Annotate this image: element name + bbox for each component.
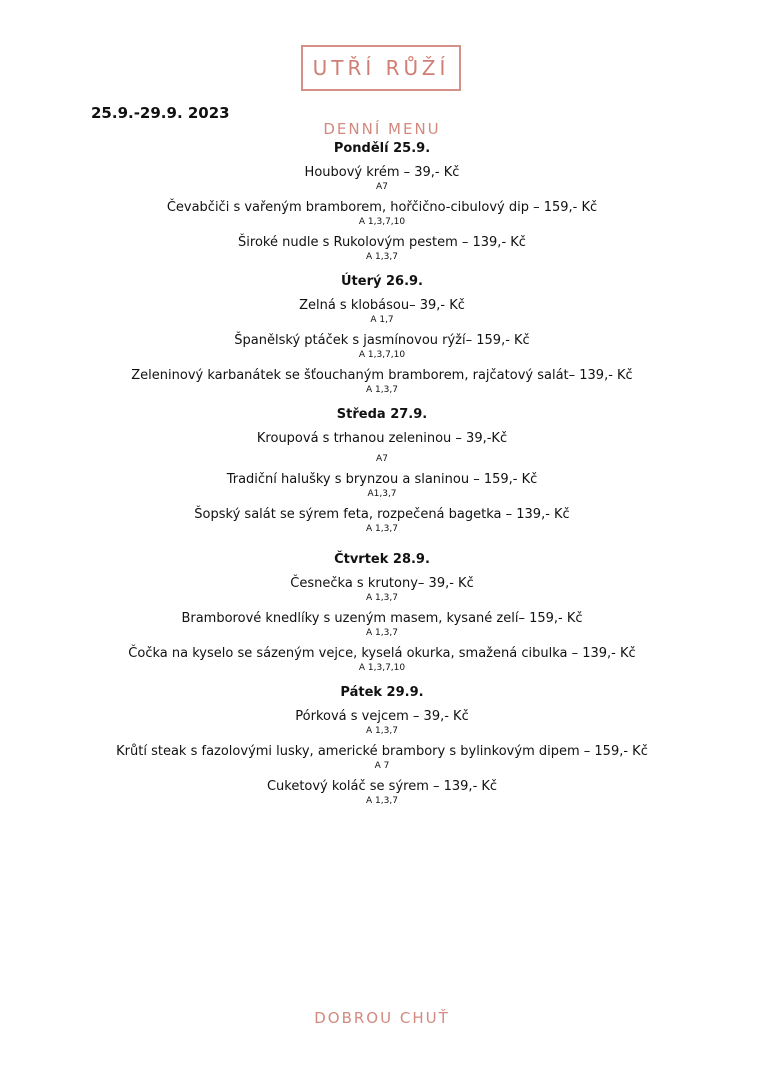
allergen-info: A7	[376, 182, 388, 192]
date-range: 25.9.-29.9. 2023	[91, 104, 230, 122]
day-title: Pátek 29.9.	[340, 685, 424, 700]
day-section-monday	[0, 141, 764, 270]
allergen-info: A 1,7	[370, 315, 394, 325]
dish: Šopský salát se sýrem feta, rozpečená bagetka – 139,- Kč	[194, 507, 570, 522]
day-title: Úterý 26.9.	[340, 274, 423, 289]
day-section-tuesday	[0, 274, 764, 403]
day-section-wednesday	[0, 407, 764, 542]
dish: Zeleninový karbanátek se šťouchaným bramborem, rajčatový salát– 139,- Kč	[131, 368, 633, 383]
dish: Zelná s klobásou– 39,- Kč	[299, 298, 465, 313]
day-section-friday	[0, 685, 764, 814]
day-section-thursday	[0, 552, 764, 681]
dish: Houbový krém – 39,- Kč	[304, 165, 460, 180]
day-title: Středa 27.9.	[336, 407, 428, 422]
allergen-info: A 1,3,7,10	[358, 217, 406, 227]
allergen-info: A 1,3,7	[366, 385, 398, 395]
day-title: Čtvrtek 28.9.	[334, 552, 430, 567]
allergen-info: A 1,3,7,10	[358, 350, 406, 360]
allergen-info: A 1,3,7	[366, 726, 398, 736]
dish: Kroupová s trhanou zeleninou – 39,-Kč	[256, 431, 508, 446]
dish: Španělský ptáček s jasmínovou rýží– 159,- Kč	[234, 333, 530, 348]
allergen-info: A 1,3,7	[366, 796, 398, 806]
allergen-info: A 1,3,7,10	[358, 663, 406, 673]
allergen-info: A 1,3,7	[366, 524, 398, 534]
allergen-info: A1,3,7	[367, 489, 397, 499]
menu-subtitle: DENNÍ MENU	[323, 120, 441, 138]
day-title: Pondělí 25.9.	[333, 141, 431, 156]
allergen-info: A 7	[374, 761, 390, 771]
dish: Bramborové knedlíky s uzeným masem, kysané zelí– 159,- Kč	[181, 611, 583, 626]
dish: Pórková s vejcem – 39,- Kč	[295, 709, 469, 724]
restaurant-logo	[301, 45, 461, 91]
dish: Krůtí steak s fazolovými lusky, americké brambory s bylinkovým dipem – 159,- Kč	[116, 744, 648, 759]
dish: Čevabčiči s vařeným bramborem, hořčično-cibulový dip – 159,- Kč	[166, 200, 598, 215]
dish: Tradiční halušky s brynzou a slaninou – 159,- Kč	[226, 472, 538, 487]
allergen-info: A 1,3,7	[366, 252, 398, 262]
footer-greeting: DOBROU CHUŤ	[314, 1009, 450, 1027]
allergen-info: A 1,3,7	[366, 593, 398, 603]
dish: Široké nudle s Rukolovým pestem – 139,- Kč	[238, 235, 526, 250]
logo-text: UTŘÍ RŮŽÍ	[312, 56, 450, 80]
dish: Cuketový koláč se sýrem – 139,- Kč	[266, 779, 498, 794]
dish: Česnečka s krutony– 39,- Kč	[290, 576, 474, 591]
allergen-info: A7	[376, 454, 388, 464]
allergen-info: A 1,3,7	[366, 628, 398, 638]
dish: Čočka na kyselo se sázeným vejce, kyselá okurka, smažená cibulka – 139,- Kč	[128, 646, 636, 661]
